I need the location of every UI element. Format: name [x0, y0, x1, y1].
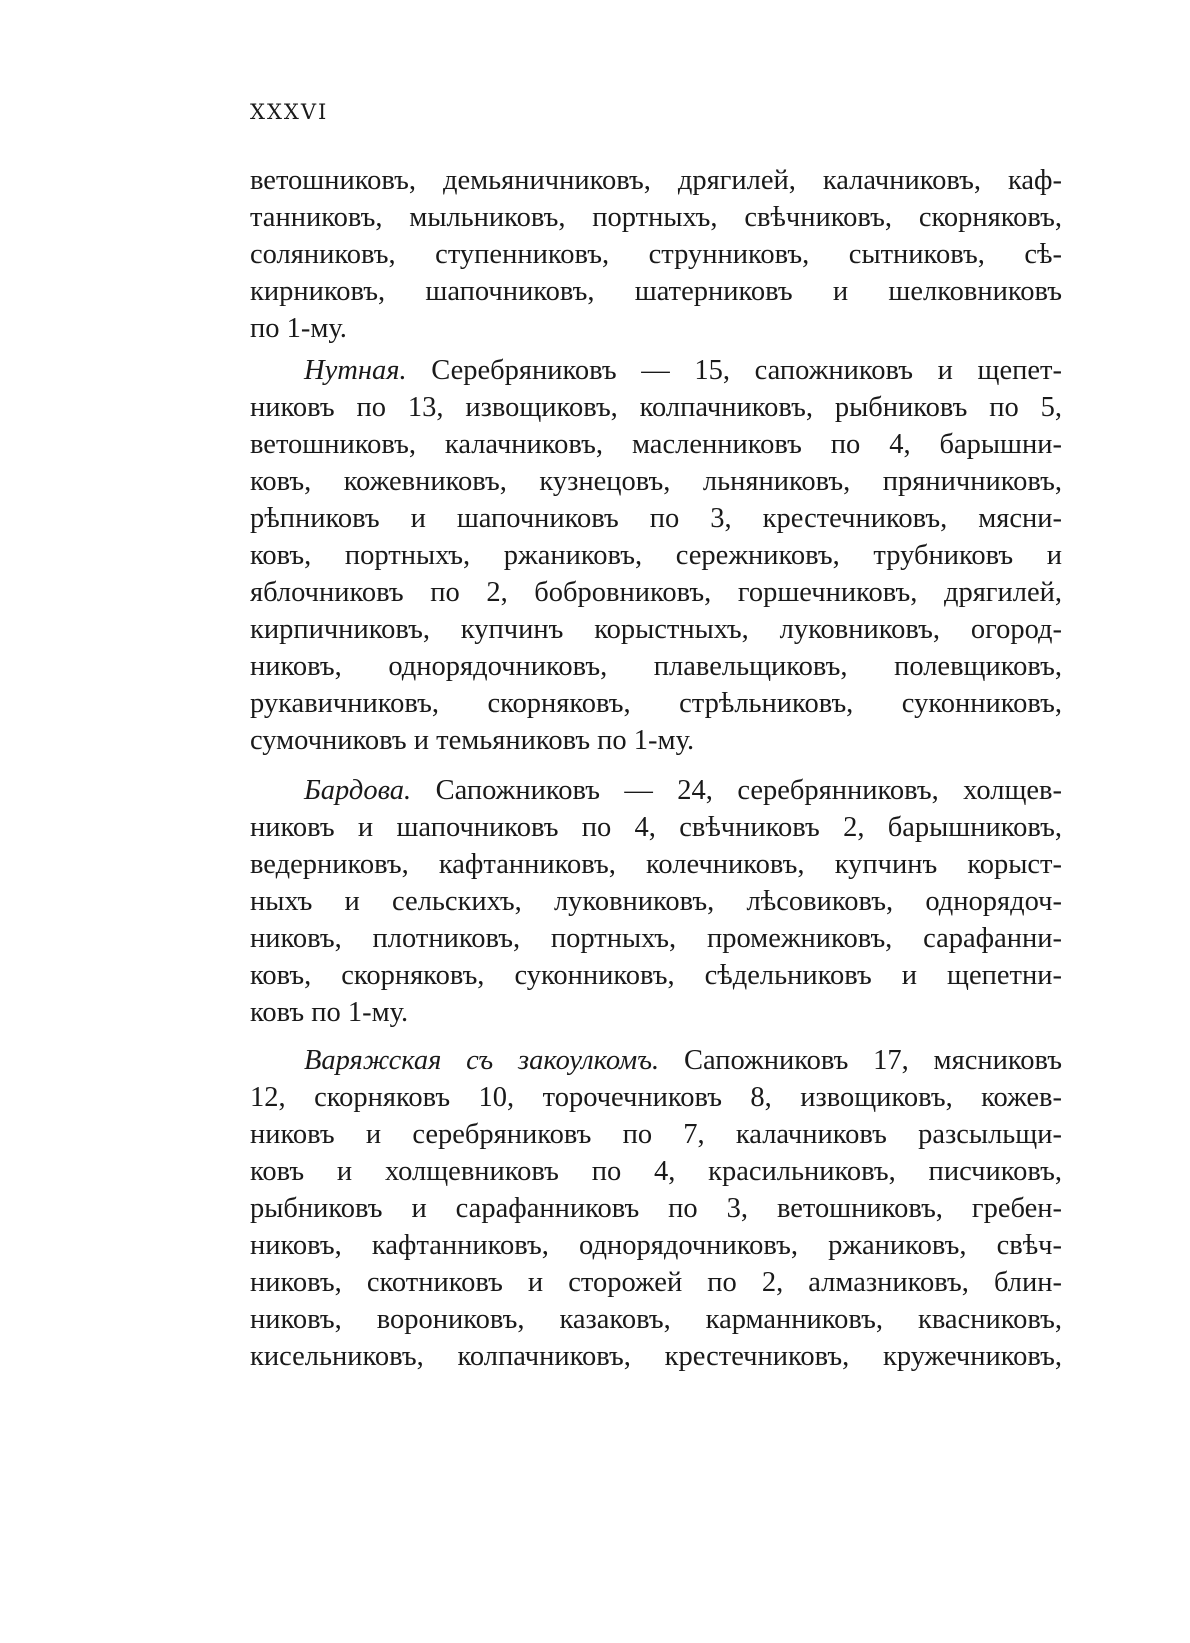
page-number: XXXVI	[250, 100, 329, 124]
text-line: рукавичниковъ, скорняковъ, стрѣльниковъ, суконниковъ,	[250, 688, 1062, 719]
text-line: кисельниковъ, колпачниковъ, крестечниковъ, кружечниковъ,	[250, 1341, 1062, 1372]
paragraph-nutnaya	[250, 352, 1062, 759]
text-line: кирниковъ, шапочниковъ, шатерниковъ и шелковниковъ	[250, 276, 1062, 307]
paragraph-first-line	[250, 772, 1062, 809]
paragraph-varyazhskaya	[250, 1042, 1062, 1375]
paragraph-first-line	[250, 1042, 1062, 1079]
text-line: ветошниковъ, демьяничниковъ, дрягилей, калачниковъ, каф-	[250, 165, 1062, 196]
text-line: ковъ, портныхъ, ржаниковъ, сережниковъ, трубниковъ и	[250, 540, 1062, 571]
text-line: никовъ по 13, извощиковъ, колпачниковъ, рыбниковъ по 5,	[250, 392, 1062, 423]
text-line: по 1-му.	[250, 313, 347, 344]
text-line: рѣпниковъ и шапочниковъ по 3, крестечниковъ, мясни-	[250, 503, 1062, 534]
first-line-text: Серебряниковъ — 15, сапожниковъ и щепет-	[406, 355, 1062, 386]
text-line: ковъ, скорняковъ, суконниковъ, сѣдельниковъ и щепетни-	[250, 960, 1062, 991]
paragraph-first-line	[250, 352, 1062, 389]
street-name: Нутная.	[304, 355, 407, 386]
text-line: ковъ по 1-му.	[250, 997, 409, 1028]
text-line: яблочниковъ по 2, бобровниковъ, горшечниковъ, дрягилей,	[250, 577, 1062, 608]
text-line: кирпичниковъ, купчинъ корыстныхъ, луковниковъ, огород-	[250, 614, 1062, 645]
street-name: Варяжская съ закоулкомъ.	[304, 1045, 660, 1076]
text-line: 12, скорняковъ 10, торочечниковъ 8, извощиковъ, кожев-	[250, 1082, 1062, 1113]
text-line: соляниковъ, ступенниковъ, струнниковъ, сытниковъ, сѣ-	[250, 239, 1062, 270]
text-line: никовъ, ворониковъ, казаковъ, карманниковъ, квасниковъ,	[250, 1304, 1062, 1335]
text-line: танниковъ, мыльниковъ, портныхъ, свѣчниковъ, скорняковъ,	[250, 202, 1062, 233]
text-line: никовъ и серебряниковъ по 7, калачниковъ разсыльщи-	[250, 1119, 1062, 1150]
text-line: никовъ, однорядочниковъ, плавельщиковъ, полевщиковъ,	[250, 651, 1062, 682]
text-line: рыбниковъ и сарафанниковъ по 3, ветошниковъ, гребен-	[250, 1193, 1062, 1224]
text-line: ветошниковъ, калачниковъ, масленниковъ по 4, барышни-	[250, 429, 1062, 460]
text-line: сумочниковъ и темьяниковъ по 1-му.	[250, 725, 695, 756]
text-line: никовъ, скотниковъ и сторожей по 2, алмазниковъ, блин-	[250, 1267, 1062, 1298]
text-line: никовъ и шапочниковъ по 4, свѣчниковъ 2, барышниковъ,	[250, 812, 1062, 843]
paragraph-bardova	[250, 772, 1062, 1031]
text-line: ковъ, кожевниковъ, кузнецовъ, льняниковъ, пряничниковъ,	[250, 466, 1062, 497]
text-line: ведерниковъ, кафтанниковъ, колечниковъ, купчинъ корыст-	[250, 849, 1062, 880]
text-line: ковъ и холщевниковъ по 4, красильниковъ, писчиковъ,	[250, 1156, 1062, 1187]
text-line: никовъ, плотниковъ, портныхъ, промежниковъ, сарафанни-	[250, 923, 1062, 954]
first-line-text: Сапожниковъ — 24, серебрянниковъ, холщев-	[411, 775, 1062, 806]
text-line: ныхъ и сельскихъ, луковниковъ, лѣсовиковъ, однорядоч-	[250, 886, 1062, 917]
first-line-text: Сапожниковъ 17, мясниковъ	[659, 1045, 1062, 1076]
text-line: никовъ, кафтанниковъ, однорядочниковъ, ржаниковъ, свѣч-	[250, 1230, 1062, 1261]
paragraph-1	[250, 162, 1062, 347]
street-name: Бардова.	[304, 775, 412, 806]
